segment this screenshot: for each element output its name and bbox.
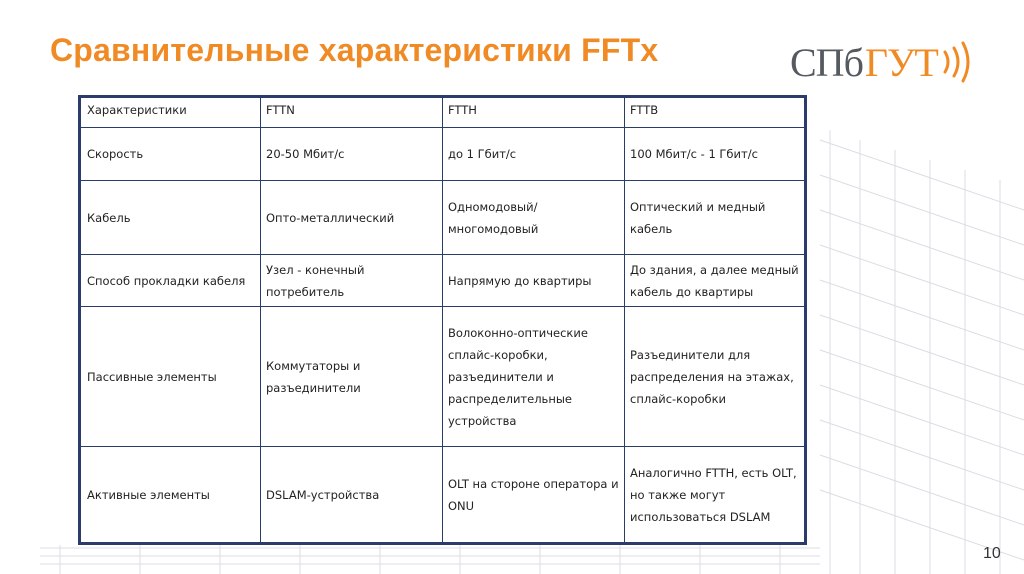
cell-fttb (625, 181, 805, 255)
table-row-cable (81, 181, 805, 255)
spbgut-logo (790, 38, 977, 86)
cell-ftth (443, 128, 625, 181)
cell-line: кабель до квартиры (630, 284, 754, 299)
cell-line: OLT на стороне оператора и (448, 476, 619, 491)
row-label: Скорость (81, 128, 261, 181)
cell-line: Одномодовый/ (448, 199, 538, 214)
cell-line: разъединители и (448, 369, 554, 384)
cell-line: DSLAM-устройства (266, 487, 380, 502)
row-label: Пассивные элементы (81, 307, 261, 447)
cell-line: Узел - конечный (266, 262, 365, 277)
table-header-row (81, 98, 805, 128)
cell-line: ONU (448, 498, 475, 513)
cell-line: Оптический и медный (630, 199, 766, 214)
cell-fttn (261, 447, 443, 543)
cell-fttn (261, 128, 443, 181)
row-label: Активные элементы (81, 447, 261, 543)
cell-fttb (625, 255, 805, 307)
cell-line: потребитель (266, 284, 345, 299)
cell-line: кабель (630, 221, 673, 236)
cell-line: сплайс-коробки, (448, 347, 548, 362)
cell-ftth (443, 255, 625, 307)
cell-line: 100 Мбит/с - 1 Гбит/с (630, 147, 758, 161)
logo-text-gut: ГУТ (864, 39, 938, 85)
cell-ftth (443, 447, 625, 543)
cell-fttb (625, 447, 805, 543)
table-row-active-elements (81, 447, 805, 543)
header-fttn: FTTN (261, 98, 443, 128)
cell-line: разъединители (266, 380, 361, 395)
header-characteristics: Характеристики (81, 98, 261, 128)
cell-line: Коммутаторы и (266, 358, 361, 373)
cell-line: устройства (448, 413, 517, 428)
cell-fttn (261, 181, 443, 255)
header-ftth: FTTH (443, 98, 625, 128)
row-label: Кабель (81, 181, 261, 255)
table-row-laying-method (81, 255, 805, 307)
cell-ftth (443, 307, 625, 447)
cell-line: распределения на этажах, (630, 369, 794, 384)
cell-line: до 1 Гбит/с (448, 147, 517, 161)
comparison-table (78, 95, 807, 545)
table-row-speed (81, 128, 805, 181)
cell-fttb (625, 128, 805, 181)
logo-waves-icon (941, 38, 977, 86)
cell-line: До здания, а далее медный (630, 262, 799, 277)
cell-line: Разъединители для (630, 347, 751, 362)
logo-text-spb: СПб (790, 39, 863, 85)
page-number: 10 (983, 545, 1001, 562)
cell-line: Аналогично FTTH, есть OLT, (630, 465, 797, 480)
header-fttb: FTTB (625, 98, 805, 128)
cell-line: сплайс-коробки (630, 391, 727, 406)
cell-line: использоваться DSLAM (630, 509, 771, 524)
row-label: Способ прокладки кабеля (81, 255, 261, 307)
cell-ftth (443, 181, 625, 255)
cell-fttb (625, 307, 805, 447)
cell-line: Опто-металлический (266, 210, 395, 225)
cell-line: многомодовый (448, 221, 539, 236)
cell-line: но также могут (630, 487, 726, 502)
table-row-passive-elements (81, 307, 805, 447)
cell-line: 20-50 Мбит/с (266, 147, 345, 161)
cell-line: распределительные (448, 391, 572, 406)
slide-title: Сравнительные характеристики FFTx (50, 32, 659, 68)
cell-fttn (261, 307, 443, 447)
cell-line: Напрямую до квартиры (448, 273, 592, 288)
cell-fttn (261, 255, 443, 307)
cell-line: Волоконно-оптические (448, 325, 588, 340)
